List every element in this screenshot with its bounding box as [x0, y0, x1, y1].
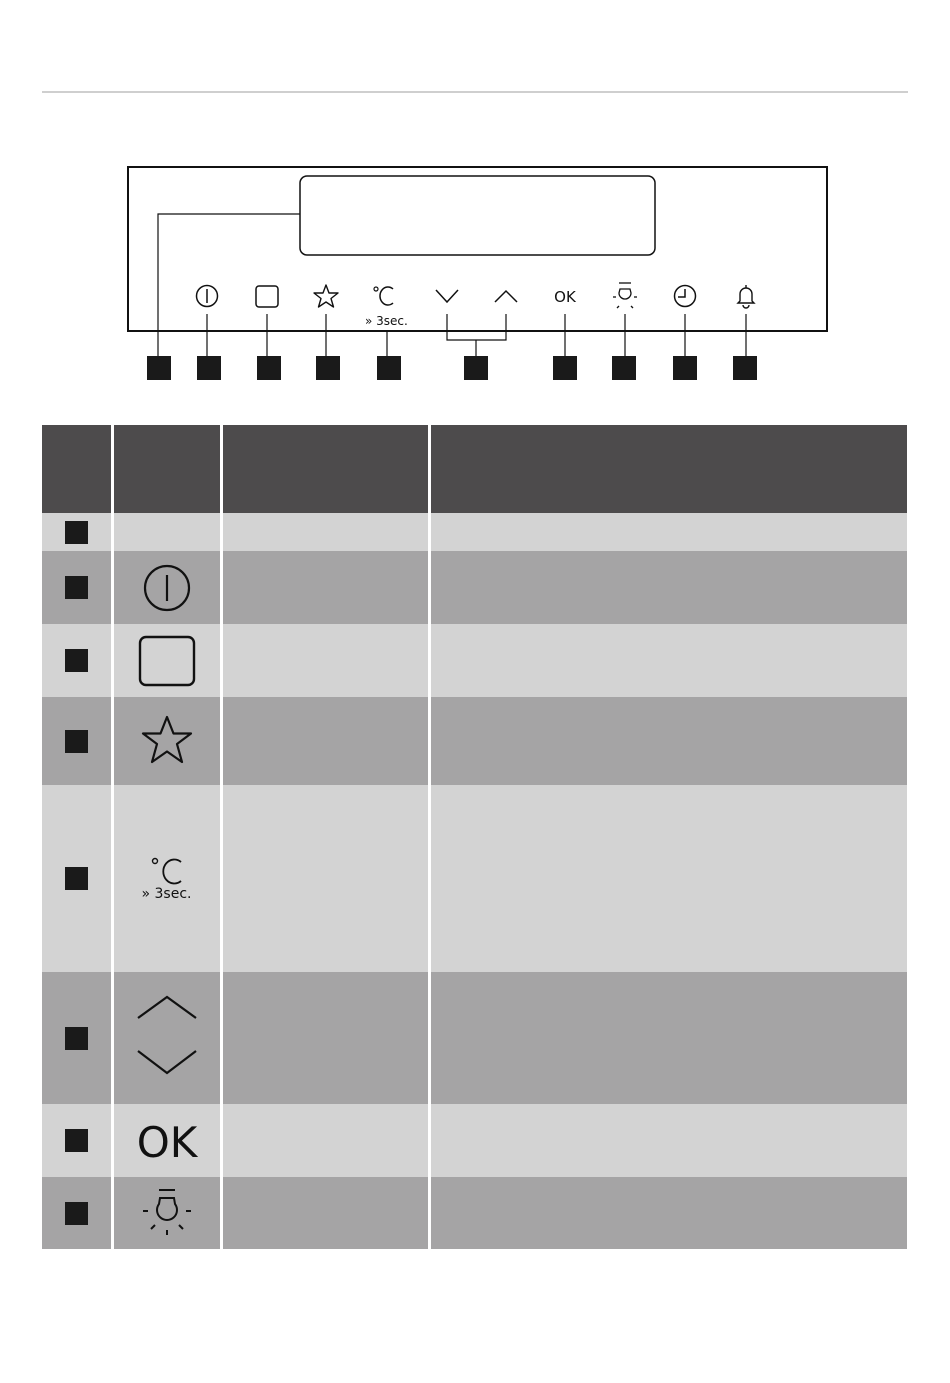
row-marker [65, 1027, 88, 1050]
bell-icon[interactable] [738, 285, 754, 308]
display-leader-line [158, 214, 300, 358]
marker-4 [316, 356, 340, 380]
chevron-up-icon[interactable] [495, 291, 517, 302]
marker-1 [147, 356, 171, 380]
row-marker [65, 521, 88, 544]
table-row [42, 972, 907, 1104]
table-row [42, 785, 907, 972]
header-number [42, 425, 112, 513]
up-down-icon [135, 993, 199, 1083]
star-icon[interactable] [314, 285, 338, 307]
row-marker [65, 730, 88, 753]
control-panel-svg [0, 0, 950, 400]
panel-frame [128, 167, 827, 331]
header-function [221, 425, 429, 513]
header-description [429, 425, 907, 513]
marker-3 [257, 356, 281, 380]
table-row [42, 551, 907, 624]
control-panel-diagram [0, 0, 950, 400]
row-marker [65, 649, 88, 672]
row-marker [65, 1129, 88, 1152]
star-icon [139, 714, 195, 768]
table-header-row [42, 425, 907, 513]
temperature-hint-text: » 3sec. [365, 314, 408, 328]
marker-2 [197, 356, 221, 380]
table-row [42, 1177, 907, 1249]
marker-5 [377, 356, 401, 380]
marker-10 [733, 356, 757, 380]
marker-6 [464, 356, 488, 380]
square-icon[interactable] [256, 286, 278, 307]
marker-9 [673, 356, 697, 380]
row-marker [65, 576, 88, 599]
ok-icon[interactable]: OK [554, 288, 576, 306]
row-marker [65, 867, 88, 890]
celsius-icon [149, 856, 185, 886]
table-row [42, 697, 907, 785]
ok-icon [132, 1119, 202, 1163]
clock-icon[interactable] [675, 286, 696, 307]
celsius-icon[interactable] [374, 287, 393, 305]
power-icon[interactable] [197, 286, 218, 307]
row-marker [65, 1202, 88, 1225]
header-symbol [112, 425, 221, 513]
table-row [42, 624, 907, 697]
square-icon [138, 635, 196, 687]
power-icon [142, 563, 192, 613]
svg-text:OK: OK [136, 1118, 197, 1163]
controls-table [42, 425, 907, 1249]
marker-8 [612, 356, 636, 380]
table-row [42, 1104, 907, 1177]
table-row [42, 513, 907, 551]
display-window [300, 176, 655, 255]
bracket-leader [447, 314, 506, 340]
lamp-icon[interactable] [613, 283, 637, 308]
marker-7 [553, 356, 577, 380]
lamp-icon [140, 1186, 194, 1240]
chevron-down-icon[interactable] [436, 290, 458, 302]
temperature-hint-text: » 3sec. [141, 885, 192, 902]
